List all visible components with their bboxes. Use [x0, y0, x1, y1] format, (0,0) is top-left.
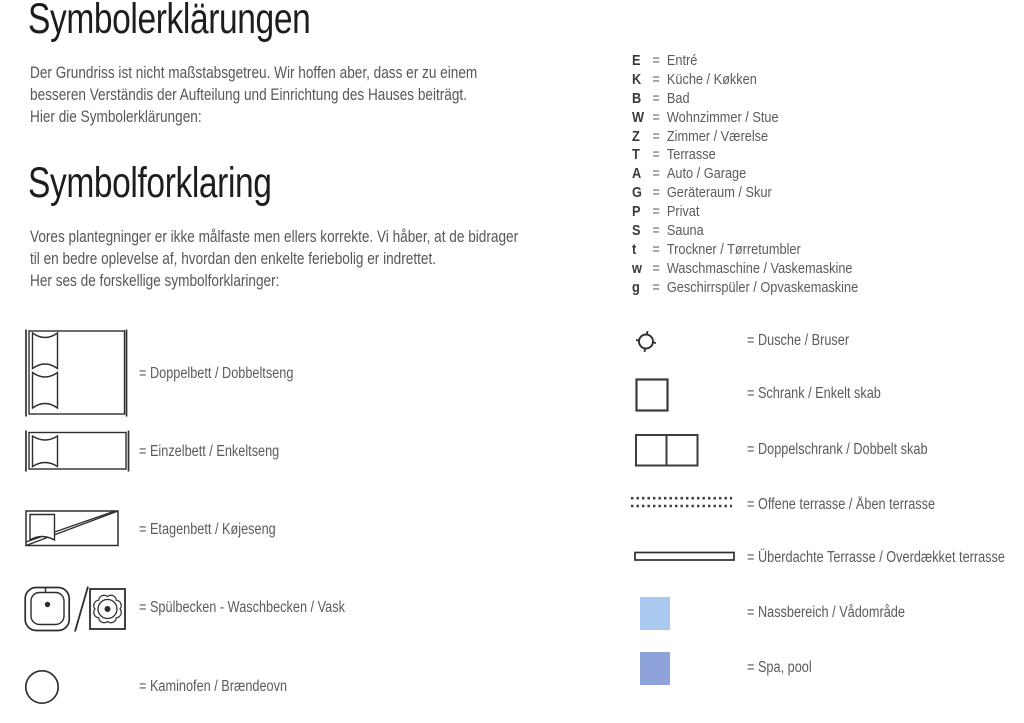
- intro-german-line: besseren Verständis der Aufteilung und Einrichtung des Hauses beiträgt.: [30, 85, 467, 105]
- equals-sign: =: [652, 89, 660, 107]
- abbreviation-row: [632, 127, 858, 146]
- abbreviation-value: Geräteraum / Skur: [666, 184, 772, 202]
- abbreviation-row: [632, 183, 858, 202]
- abbreviation-value: Waschmaschine / Vaskemaskine: [666, 259, 853, 277]
- abbreviation-key: S: [632, 221, 641, 239]
- single-wardrobe-icon: [635, 378, 669, 412]
- wet-area-color: [640, 597, 670, 630]
- covered-terrace-icon: [634, 551, 736, 563]
- single-bed-icon: [25, 430, 130, 472]
- abbreviation-value: Sauna: [666, 221, 704, 239]
- legend-label: = Spa, pool: [747, 659, 812, 676]
- abbreviation-key: t: [632, 240, 637, 258]
- intro-german-line: Hier die Symbolerklärungen:: [30, 107, 202, 127]
- open-terrace-icon: [630, 495, 733, 510]
- shower-icon: [633, 328, 659, 355]
- abbreviation-row: [632, 70, 858, 89]
- spa-pool-color: [640, 652, 670, 685]
- equals-sign: =: [652, 108, 660, 126]
- abbreviation-row: [632, 108, 858, 127]
- page-title-german: Symbolerklärungen: [28, 0, 311, 43]
- equals-sign: =: [652, 51, 660, 69]
- abbreviation-value: Privat: [666, 203, 700, 221]
- equals-sign: =: [652, 70, 660, 88]
- page-title-danish: Symbolforklaring: [28, 159, 272, 207]
- intro-danish-line: Her ses de forskellige symbolforklaringer:: [30, 271, 280, 291]
- abbreviation-value: Bad: [666, 89, 690, 107]
- equals-sign: =: [652, 127, 660, 145]
- abbreviation-key: G: [632, 184, 642, 202]
- abbreviation-value: Küche / Køkken: [666, 70, 757, 88]
- abbreviation-row: [632, 51, 858, 70]
- abbreviation-value: Wohnzimmer / Stue: [666, 108, 779, 126]
- legend-label: = Überdachte Terrasse / Overdækket terrasse: [747, 549, 1005, 566]
- equals-sign: =: [652, 203, 660, 221]
- abbreviation-key: w: [632, 259, 642, 277]
- equals-sign: =: [652, 165, 660, 183]
- abbreviation-key: Z: [632, 127, 640, 145]
- abbreviation-row: [632, 164, 858, 183]
- legend-label: = Dusche / Bruser: [747, 332, 850, 349]
- spa-pool-swatch: [640, 652, 670, 685]
- legend-label: = Schrank / Enkelt skab: [747, 385, 881, 402]
- intro-text-german: [30, 62, 477, 129]
- double-wardrobe-icon: [635, 434, 699, 467]
- abbreviation-key: g: [632, 278, 640, 296]
- equals-sign: =: [652, 240, 660, 258]
- legend-label: = Doppelbett / Dobbeltseng: [139, 365, 294, 382]
- equals-sign: =: [652, 259, 660, 277]
- abbreviation-key: E: [632, 51, 641, 69]
- legend-label: = Einzelbett / Enkeltseng: [139, 443, 280, 460]
- abbreviation-value: Geschirrspüler / Opvaskemaskine: [666, 278, 859, 296]
- legend-label: = Nassbereich / Vådområde: [747, 604, 905, 621]
- abbreviation-row: [632, 278, 858, 297]
- abbreviation-key: T: [632, 146, 640, 164]
- abbreviation-key: A: [632, 165, 642, 183]
- abbreviation-row: [632, 221, 858, 240]
- bunk-bed-icon: [25, 509, 119, 547]
- abbreviation-row: [632, 259, 858, 278]
- intro-text-danish: [30, 226, 518, 293]
- equals-sign: =: [652, 184, 660, 202]
- abbreviation-row: [632, 240, 858, 259]
- abbreviation-row: [632, 202, 858, 221]
- wood-stove-icon: [24, 669, 60, 705]
- legend-label: = Etagenbett / Køjeseng: [139, 521, 276, 538]
- intro-danish-line: til en bedre oplevelse af, hvordan den enkelte feriebolig er indrettet.: [30, 249, 436, 269]
- intro-danish-line: Vores plantegninger er ikke målfaste men ellers korrekte. Vi håber, at de bidrager: [30, 227, 519, 246]
- abbreviation-key: B: [632, 89, 642, 107]
- intro-german-line: Der Grundriss ist nicht maßstabsgetreu. Wir hoffen aber, dass er zu einem: [30, 63, 478, 82]
- sink-washbasin-icon: [24, 585, 126, 633]
- equals-sign: =: [652, 146, 660, 164]
- equals-sign: =: [652, 221, 660, 239]
- abbreviation-value: Zimmer / Værelse: [666, 127, 769, 145]
- legend-label: = Doppelschrank / Dobbelt skab: [747, 441, 928, 458]
- abbreviation-list: [632, 51, 858, 297]
- abbreviation-value: Entré: [666, 51, 698, 69]
- equals-sign: =: [652, 278, 660, 296]
- abbreviation-row: [632, 89, 858, 108]
- abbreviation-key: P: [632, 203, 641, 221]
- legend-label: = Kaminofen / Brændeovn: [139, 678, 288, 695]
- abbreviation-row: [632, 145, 858, 164]
- legend-label: = Offene terrasse / Åben terrasse: [747, 496, 936, 513]
- wet-area-swatch: [640, 597, 670, 630]
- abbreviation-value: Terrasse: [666, 146, 716, 164]
- legend-label: = Spülbecken - Waschbecken / Vask: [139, 599, 345, 616]
- abbreviation-key: W: [632, 108, 645, 126]
- abbreviation-value: Trockner / Tørretumbler: [666, 240, 801, 258]
- abbreviation-value: Auto / Garage: [666, 165, 747, 183]
- double-bed-icon: [25, 329, 128, 417]
- abbreviation-key: K: [632, 70, 642, 88]
